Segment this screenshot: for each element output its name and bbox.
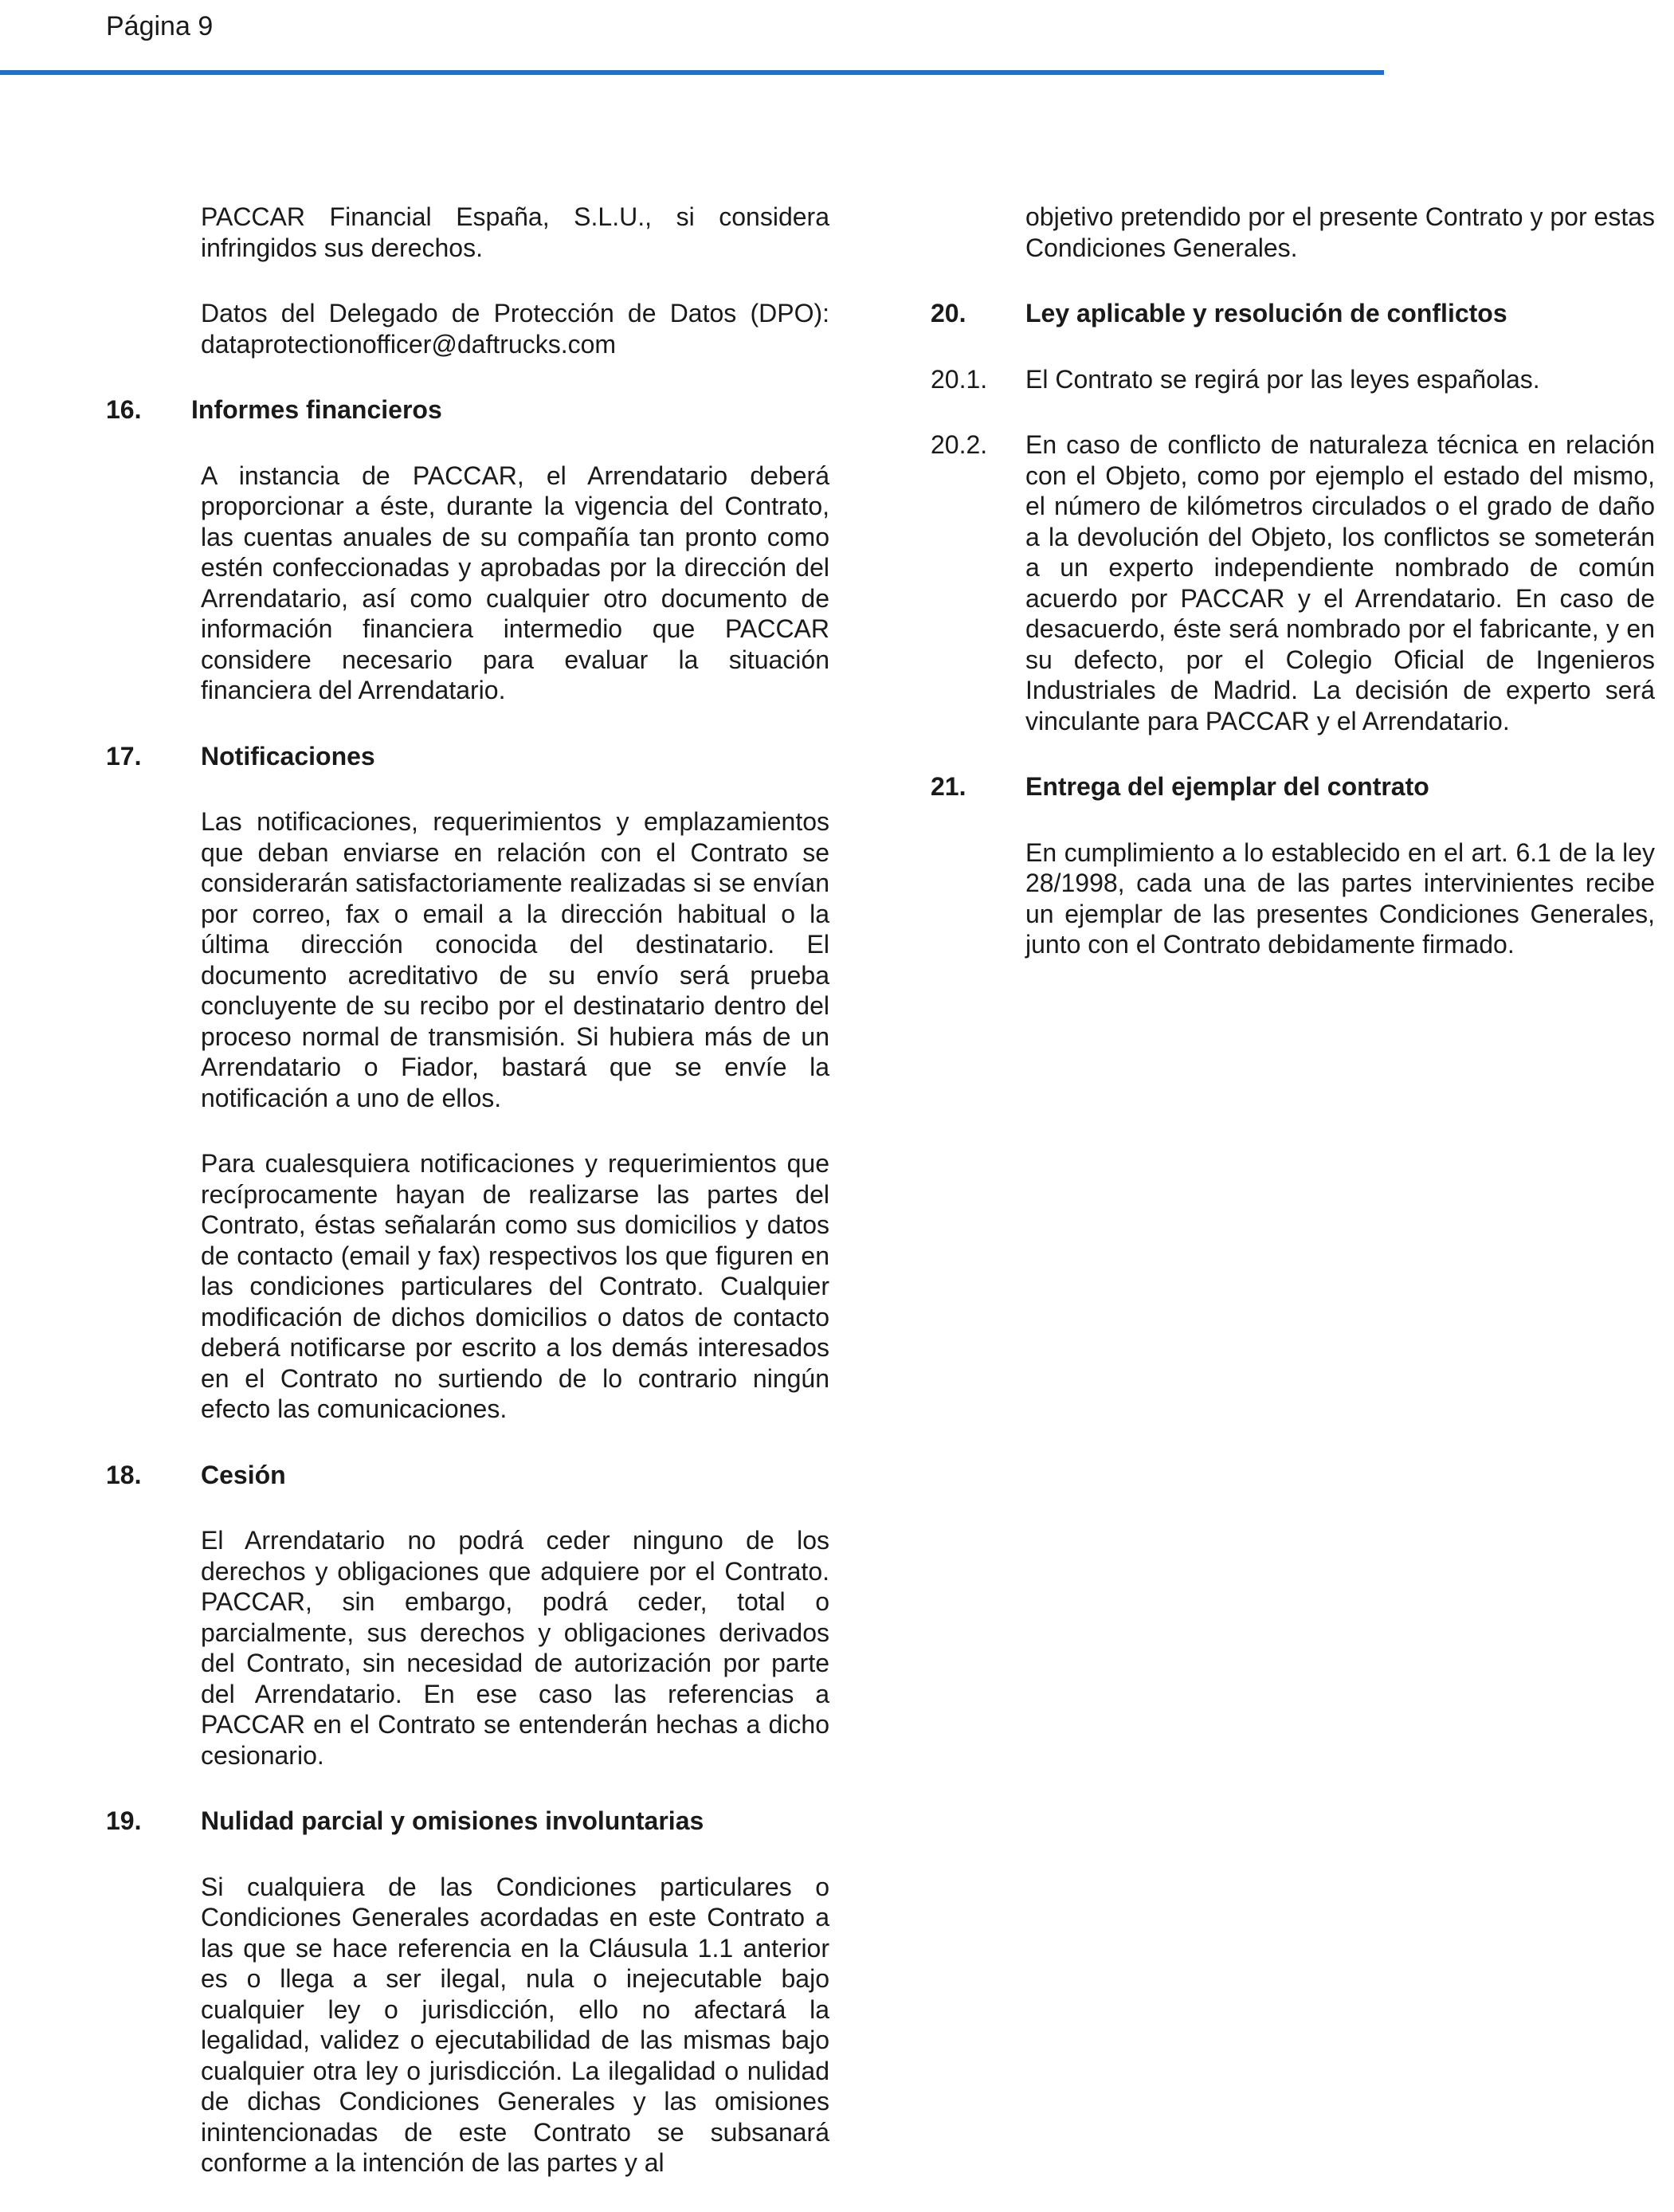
section-17-heading bbox=[106, 741, 829, 772]
right-continuation: objetivo pretendido por el presente Contrato y por estas Condiciones Generales. bbox=[1025, 202, 1655, 262]
right-column bbox=[931, 202, 1655, 960]
section-19-paragraph: Si cualquiera de las Condiciones particulares o Condiciones Generales acordadas en este Contrato a las que se hace referencia en la Cláusula 1.1 anterior es o llega a ser ilegal, nula o inejecutable bajo cualquier ley o jurisdicción, ello no afectará la legalidad, validez o ejecutabilidad de las mismas bajo cualquier otra ley o jurisdicción. La ilegalidad o nulidad de dichas Condiciones Generales y las omisiones inintencionadas de este Contrato se subsanará conforme a la intención de las partes y al bbox=[201, 1872, 829, 2177]
page-number: Página 9 bbox=[106, 11, 214, 41]
section-title: Nulidad parcial y omisiones involuntarias bbox=[201, 1806, 704, 1835]
section-title: Cesión bbox=[201, 1460, 286, 1489]
section-18-heading bbox=[106, 1460, 829, 1491]
section-17-paragraph-2: Para cualesquiera notificaciones y requerimientos que recíprocamente hayan de realizarse las partes del Contrato, éstas señalarán como sus domicilios y datos de contacto (email y fax) respectivos los que figuren en las condiciones particulares del Contrato. Cualquier modificación de dichos domicilios o datos de contacto deberá notificarse por escrito a los demás interesados en el Contrato no surtiendo de lo contrario ningún efecto las comunicaciones. bbox=[201, 1149, 829, 1423]
clause-number: 20.2. bbox=[931, 430, 988, 459]
section-title: Entrega del ejemplar del contrato bbox=[1025, 772, 1429, 801]
section-20-heading bbox=[931, 298, 1655, 329]
section-number: 19. bbox=[106, 1806, 142, 1835]
section-19-heading bbox=[106, 1806, 829, 1837]
clause-20-2 bbox=[931, 429, 1655, 736]
clause-number: 20.1. bbox=[931, 364, 988, 394]
intro-continuation: PACCAR Financial España, S.L.U., si considera infringidos sus derechos. bbox=[201, 202, 829, 262]
section-number: 18. bbox=[106, 1460, 142, 1489]
section-number: 21. bbox=[931, 772, 966, 801]
section-21-paragraph: En cumplimiento a lo establecido en el art. 6.1 de la ley 28/1998, cada una de las partes intervinientes recibe un ejemplar de las presentes Condiciones Generales, junto con el Contrato debidamente firmado. bbox=[1025, 837, 1655, 959]
section-title: Informes financieros bbox=[191, 395, 442, 424]
section-21-heading bbox=[931, 771, 1655, 802]
section-18-paragraph: El Arrendatario no podrá ceder ninguno de los derechos y obligaciones que adquiere por el Contrato. PACCAR, sin embargo, podrá ceder, total o parcialmente, sus derechos y obligaciones derivados del Contrato, sin necesidad de autorización por parte del Arrendatario. En ese caso las referencias a PACCAR en el Contrato se entenderán hechas a dicho cesionario. bbox=[201, 1526, 829, 1770]
section-title: Ley aplicable y resolución de conflictos bbox=[1025, 299, 1507, 327]
clause-text: En caso de conflicto de naturaleza técnica en relación con el Objeto, como por ejemplo el estado del mismo, el número de kilómetros circulados o el grado de daño a la devolución del Objeto, los conflictos se someterán a un experto independiente nombrado de común acuerdo por PACCAR y el Arrendatario. En caso de desacuerdo, éste será nombrado por el fabricante, y en su defecto, por el Colegio Oficial de Ingenieros Industriales de Madrid. La decisión de experto será vinculante para PACCAR y el Arrendatario. bbox=[1025, 430, 1655, 735]
left-column bbox=[106, 202, 829, 2179]
section-16-paragraph: A instancia de PACCAR, el Arrendatario deberá proporcionar a éste, durante la vigencia del Contrato, las cuentas anuales de su compañía tan pronto como estén confeccionadas y aprobadas por la dirección del Arrendatario, así como cualquier otro documento de información financiera intermedio que PACCAR considere necesario para evaluar la situación financiera del Arrendatario. bbox=[201, 461, 829, 704]
section-16-heading bbox=[106, 394, 829, 426]
section-number: 20. bbox=[931, 299, 966, 327]
header-divider bbox=[0, 70, 1384, 75]
section-number: 17. bbox=[106, 741, 142, 771]
clause-20-1 bbox=[931, 364, 1655, 395]
section-number: 16. bbox=[106, 395, 142, 424]
section-17-paragraph-1: Las notificaciones, requerimientos y emplazamientos que deban enviarse en relación con el Contrato se considerarán satisfactoriamente realizadas si se envían por correo, fax o email a la dirección habitual o la última dirección conocida del destinatario. El documento acreditativo de su envío será prueba concluyente de su recibo por el destinatario dentro del proceso normal de transmisión. Si hubiera más de un Arrendatario o Fiador, bastará que se envíe la notificación a uno de ellos. bbox=[201, 807, 829, 1112]
clause-text: El Contrato se regirá por las leyes españolas. bbox=[1025, 364, 1540, 394]
dpo-paragraph: Datos del Delegado de Protección de Datos (DPO): dataprotectionofficer@daftrucks.com bbox=[201, 299, 829, 359]
section-title: Notificaciones bbox=[201, 741, 375, 771]
